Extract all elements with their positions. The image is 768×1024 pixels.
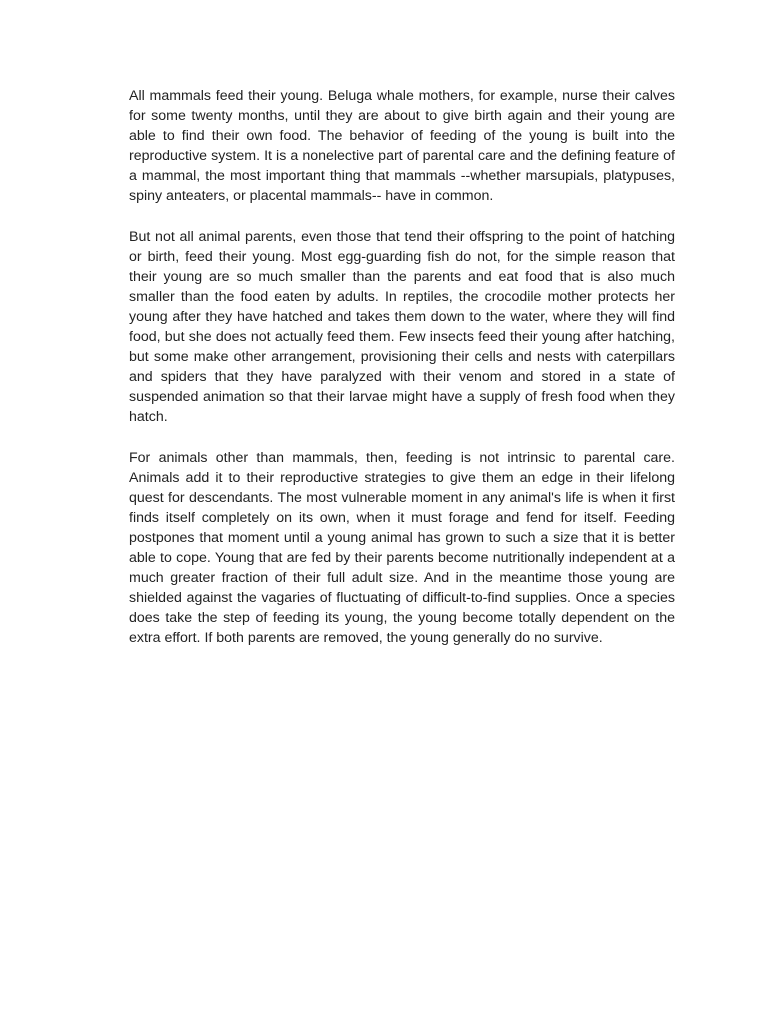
paragraph-3: For animals other than mammals, then, feeding is not intrinsic to parental care. Animals add it to their reproductive strategies to give them an edge in their lifelong quest for descendants. The most vulnerable moment in any animal's life is when it first finds itself completely on its own, when it must forage and fend for itself. Feeding postpones that moment until a young animal has grown to such a size that it is better able to cope. Young that are fed by their parents become nutritionally independent at a much greater fraction of their full adult size. And in the meantime those young are shielded against the vagaries of fluctuating of difficult-to-find supplies. Once a species does take the step of feeding its young, the young become totally dependent on the extra effort. If both parents are removed, the young generally do no survive. [129,449,675,647]
paragraph-1: All mammals feed their young. Beluga whale mothers, for example, nurse their calves for some twenty months, until they are about to give birth again and their young are able to find their own food. The behavior of feeding of the young is built into the reproductive system. It is a nonelective part of parental care and the defining feature of a mammal, the most important thing that mammals --whether marsupials, platypuses, spiny anteaters, or placental mammals-- have in common. [129,88,675,205]
paragraph-2: But not all animal parents, even those that tend their offspring to the point of hatching or birth, feed their young. Most egg-guarding fish do not, for the simple reason that their young are so much smaller than the parents and eat food that is also much smaller than the food eaten by adults. In reptiles, the crocodile mother protects her young after they have hatched and takes them down to the water, where they will find food, but she does not actually feed them. Few insects feed their young after hatching, but some make other arrangement, provisioning their cells and nests with caterpillars and spiders that they have paralyzed with their venom and stored in a state of suspended animation so that their larvae might have a supply of fresh food when they hatch. [129,228,675,426]
document-body [129,86,675,668]
